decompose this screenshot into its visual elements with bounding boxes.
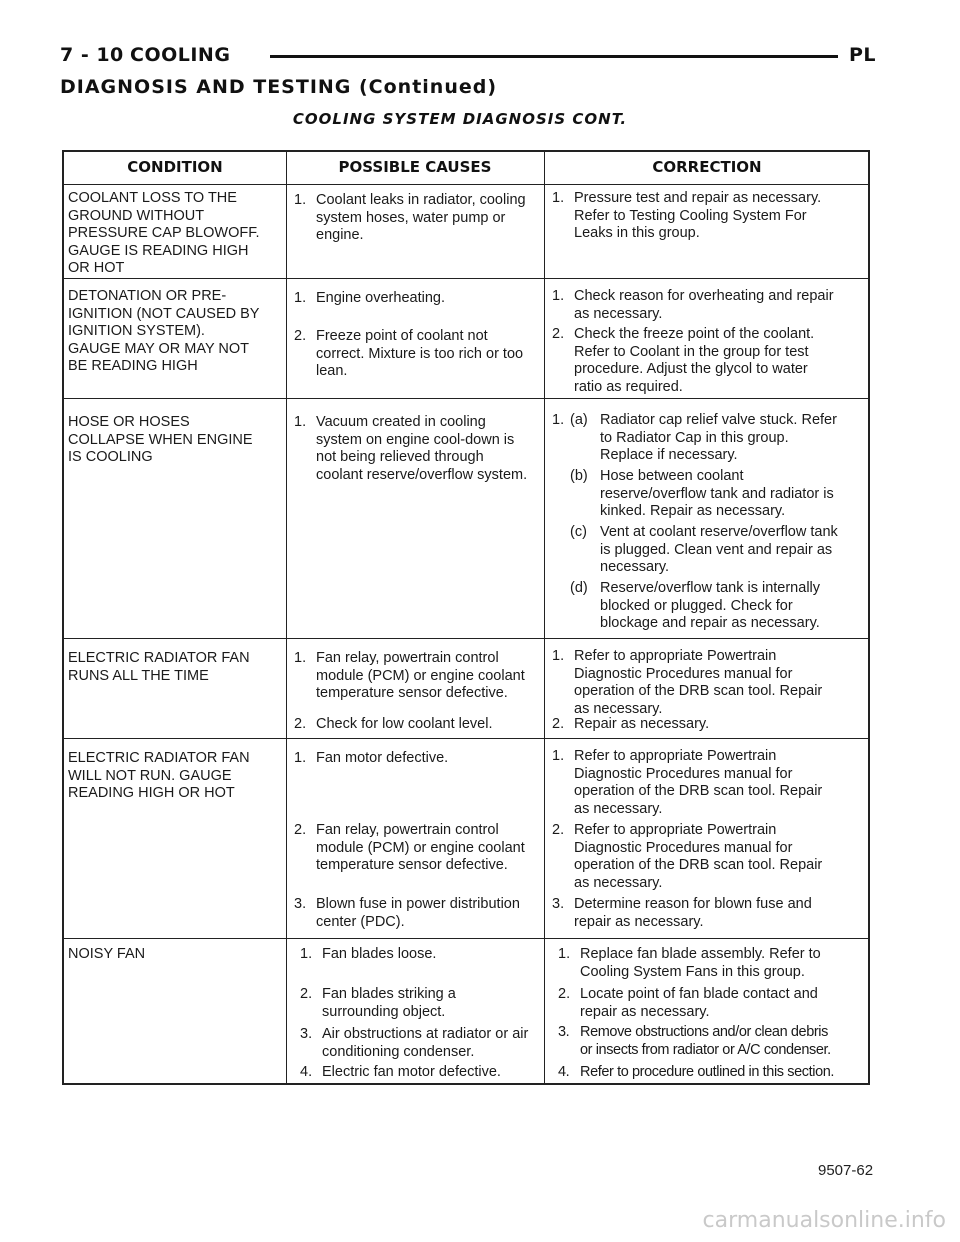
cause-item: 2. Check for low coolant level. [294,716,493,732]
section-name: COOLING [130,44,231,66]
cause-item: 1. Fan relay, powertrain control module (PCM) or engine coolant temperature sensor defective. [294,650,525,701]
condition-cell: DETONATION OR PRE- IGNITION (NOT CAUSED BY IGNITION SYSTEM). GAUGE MAY OR MAY NOT BE READING HIGH [68,288,260,374]
diagnosis-title: DIAGNOSIS AND TESTING (Continued) [60,76,498,98]
page-header [60,44,876,72]
column-header-correction: CORRECTION [652,158,762,176]
column-divider [286,152,287,1083]
header-divider [64,184,868,185]
cause-item: 1. Fan blades loose. [300,946,437,962]
correction-item: 2. Refer to appropriate Powertrain Diagnostic Procedures manual for operation of the DRB scan tool. Repair as necessary. [552,822,823,891]
row-divider [64,638,868,639]
correction-item: 1. Refer to appropriate Powertrain Diagnostic Procedures manual for operation of the DRB scan tool. Repair as necessary. [552,748,823,817]
correction-item: 2. Repair as necessary. [552,716,710,732]
cause-item: 2. Fan relay, powertrain control module (PCM) or engine coolant temperature sensor defective. [294,822,525,873]
correction-item: 3. Determine reason for blown fuse and repair as necessary. [552,896,812,930]
condition-cell: ELECTRIC RADIATOR FAN RUNS ALL THE TIME [68,650,250,684]
row-divider [64,398,868,399]
header-rule [270,55,838,58]
cause-item: 1. Fan motor defective. [294,750,449,766]
cause-item: 4. Electric fan motor defective. [300,1064,501,1080]
correction-item: 4. Refer to procedure outlined in this section. [558,1064,835,1080]
condition-cell: NOISY FAN [68,946,146,962]
correction-item: 1. Pressure test and repair as necessary. Refer to Testing Cooling System For Leaks in this group. [552,190,822,241]
cause-item: 1. Engine overheating. [294,290,445,306]
row-divider [64,938,868,939]
correction-subitem: (c) Vent at coolant reserve/overflow tank is plugged. Clean vent and repair as necessary. [570,524,838,575]
cause-item: 2. Freeze point of coolant not correct. Mixture is too rich or too lean. [294,328,524,379]
page-number: 7 - 10 [60,44,124,66]
diagnosis-table: CONDITION POSSIBLE CAUSES CORRECTION COOLANT LOSS TO THE GROUND WITHOUT PRESSURE CAP BLOWOFF. GAUGE IS READING HIGH OR HOT 1. Coolant leaks in radiator, cooling system hoses, water pump or engine. 1. Pressure test and repair as necessary. Refer to Testing Cooling System For Leaks in this group. DETONATION OR PRE- IGNITION (NOT CAUSED BY IGNITION SYSTEM). GAUGE MAY OR MAY NOT BE READING HIGH 1. Engine overheating. 2. Freeze point of coolant not correct. Mixture is too rich or too lean. 1. Check reason for overheating and repair as necessary. 2. Check the freeze point of the coolant. Refer to Coolant in the group for test procedure. Adjust the glycol to water ratio as required. HOSE OR HOSES COLLAPSE WHEN ENGINE IS COOLING 1. Vacuum created in cooling system on engine cool-down is not being relieved through coolant reserve/overflow system. 1. (a) Radiator cap relief valve stuck. Refer to Radiator Cap in this group. Replace if necessary. (b) Hose between coolant reserve/overflow tank and radiator is kinked. Repair as necessary. (c) Vent at coolant reserve/overflow tank is plugged. Clean vent and repair as necessary. (d) Reserve/overflow tank is internally blocked or plugged. Check for blockage and repair as necessary. ELECTRIC RADIATOR FAN RUNS ALL THE TIME 1. Fan relay, powertrain control module (PCM) or engine coolant temperature sensor defective. 2. Check for low coolant level. 1. Refer to appropriate Powertrain Diagnostic Procedures manual for operation of the DRB scan tool. Repair as necessary. 2. Repair as necessary. ELECTRIC RADIATOR FAN WILL NOT RUN. GAUGE READING HIGH OR HOT 1. Fan motor defective. 2. Fan relay, powertrain control module (PCM) or engine coolant temperature sensor defective. 3. Blown fuse in power distribution center (PDC). 1. Refer to appropriate Powertrain Diagnostic Procedures manual for operation of the DRB scan tool. Repair as necessary. 2. Refer to appropriate Powertrain Diagnostic Procedures manual for operation of the DRB scan tool. Repair as necessary. 3. Determine reason for blown fuse and repair as necessary. NOISY FAN 1. Fan blades loose. 2. Fan blades striking a surrounding object. 3. Air obstructions at radiator or air conditioning condenser. 4. Electric fan motor defective. 1. Replace fan blade assembly. Refer to Cooling System Fans in this group. 2. Locate point of fan blade contact and repair as necessary. 3. Remove obstructions and/or clean debris or insects from radiator or A/C condenser. 4. Refer to procedure outlined in this section. [62,150,870,1085]
correction-item: 2. Locate point of fan blade contact and repair as necessary. [558,986,818,1020]
condition-cell: ELECTRIC RADIATOR FAN WILL NOT RUN. GAUGE READING HIGH OR HOT [68,750,250,801]
cause-item: 1. Vacuum created in cooling system on engine cool-down is not being relieved through coolant reserve/overflow system. [294,414,528,483]
column-header-causes: POSSIBLE CAUSES [338,158,492,176]
model-code: PL [848,44,876,66]
cause-item: 3. Air obstructions at radiator or air conditioning condenser. [300,1026,529,1060]
table-title: COOLING SYSTEM DIAGNOSIS CONT. [292,110,628,128]
correction-item: 3. Remove obstructions and/or clean debris or insects from radiator or A/C condenser. [558,1024,831,1058]
row-divider [64,738,868,739]
figure-id: 9507-62 [818,1162,874,1179]
watermark: carmanualsonline.info [702,1208,946,1233]
row-divider [64,278,868,279]
cause-item: 2. Fan blades striking a surrounding object. [300,986,456,1020]
correction-subitem: (b) Hose between coolant reserve/overflow tank and radiator is kinked. Repair as necessary. [570,468,834,519]
condition-cell: COOLANT LOSS TO THE GROUND WITHOUT PRESSURE CAP BLOWOFF. GAUGE IS READING HIGH OR HOT [68,190,260,276]
cause-item: 3. Blown fuse in power distribution center (PDC). [294,896,520,930]
correction-subitem: (d) Reserve/overflow tank is internally blocked or plugged. Check for blockage and repair as necessary. [570,580,821,631]
condition-cell: HOSE OR HOSES COLLAPSE WHEN ENGINE IS COOLING [68,414,253,465]
correction-item: 1. Replace fan blade assembly. Refer to Cooling System Fans in this group. [558,946,821,980]
column-header-condition: CONDITION [127,158,223,176]
correction-item: 2. Check the freeze point of the coolant. Refer to Coolant in the group for test procedure. Adjust the glycol to water ratio as required. [552,326,815,395]
correction-item: 1. Check reason for overheating and repair as necessary. [552,288,834,322]
correction-item: 1. Refer to appropriate Powertrain Diagnostic Procedures manual for operation of the DRB scan tool. Repair as necessary. [552,648,823,717]
cause-item: 1. Coolant leaks in radiator, cooling system hoses, water pump or engine. [294,192,526,243]
correction-subitem: (a) Radiator cap relief valve stuck. Refer to Radiator Cap in this group. Replace if necessary. [570,412,837,463]
column-divider [544,152,545,1083]
